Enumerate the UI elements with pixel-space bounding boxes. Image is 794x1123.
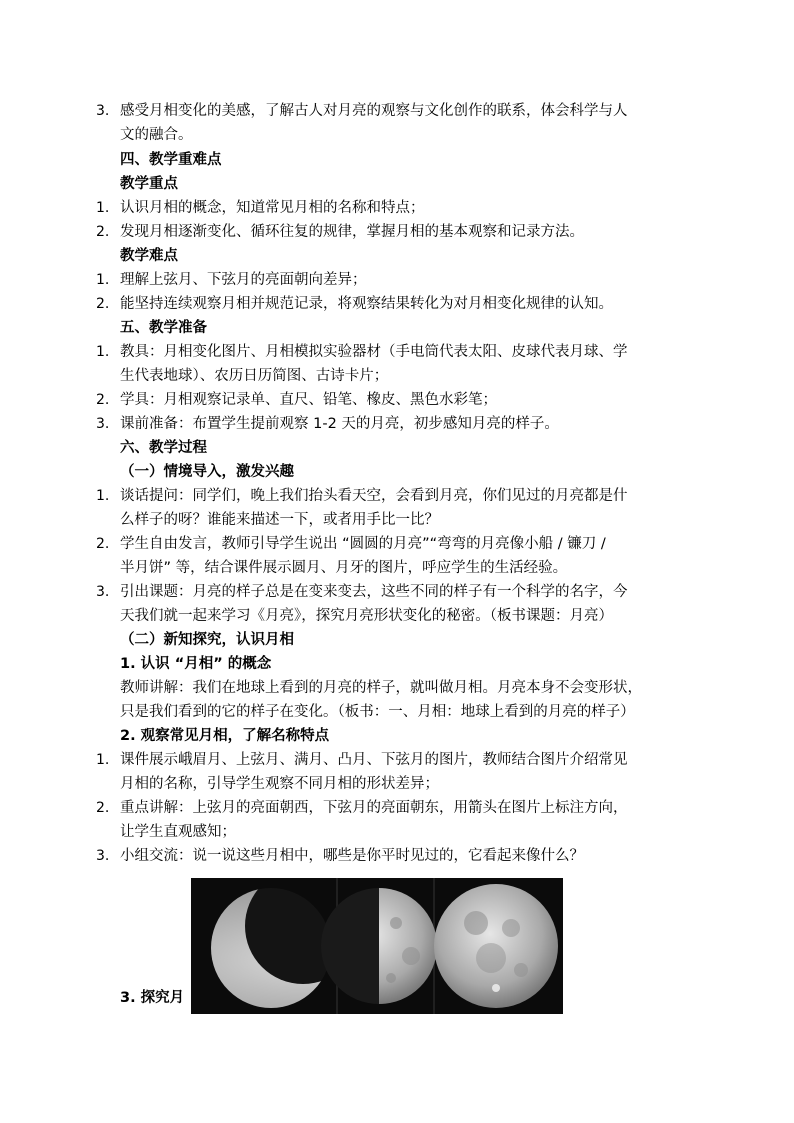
list-item: 理解上弦月、下弦月的亮面朝向差异；	[120, 272, 367, 288]
list-item: 课件展示峨眉月、上弦月、满月、凸月、下弦月的图片，教师结合图片介绍常见	[120, 752, 628, 768]
list-number: 2.	[96, 296, 110, 312]
subheading: （二）新知探究，认识月相	[120, 632, 294, 648]
moon-phases-image	[191, 878, 563, 1014]
list-number: 3.	[96, 584, 110, 600]
list-item: 发现月相逐渐变化、循环往复的规律，掌握月相的基本观察和记录方法。	[120, 224, 584, 240]
list-number: 2.	[96, 800, 110, 816]
paragraph-line: 教师讲解：我们在地球上看到的月亮的样子，就叫做月相。月亮本身不会变形状，	[120, 680, 642, 696]
list-number: 2.	[96, 392, 110, 408]
list-item: 小组交流：说一说这些月相中，哪些是你平时见过的，它看起来像什么？	[120, 848, 584, 864]
section-heading: 五、教学准备	[120, 320, 207, 336]
section-heading: 四、教学重难点	[120, 152, 222, 168]
paragraph-line: 只是我们看到的它的样子在变化。（板书：一、月相：地球上看到的月亮的样子）	[120, 704, 635, 720]
list-number: 2.	[96, 224, 110, 240]
list-item: 学具：月相观察记录单、直尺、铅笔、橡皮、黑色水彩笔；	[120, 392, 497, 408]
list-item: 让学生直观感知；	[120, 824, 236, 840]
list-number: 1.	[96, 752, 110, 768]
subheading: 2. 观察常见月相，了解名称特点	[120, 728, 330, 744]
list-number: 1.	[96, 272, 110, 288]
paragraph-line: 文的融合。	[120, 127, 193, 143]
subheading: 3. 探究月	[120, 990, 185, 1006]
list-item: 课前准备：布置学生提前观察 1-2 天的月亮，初步感知月亮的样子。	[120, 416, 559, 432]
list-item: 么样子的呀？谁能来描述一下，或者用手比一比？	[120, 512, 439, 528]
list-item: 半月饼” 等，结合课件展示圆月、月牙的图片，呼应学生的生活经验。	[120, 560, 568, 576]
list-item: 学生自由发言，教师引导学生说出 “圆圆的月亮”“弯弯的月亮像小船 / 镰刀 /	[120, 536, 606, 552]
list-item: 生代表地球）、农历日历简图、古诗卡片；	[120, 368, 389, 384]
section-heading: 六、教学过程	[120, 440, 207, 456]
list-item: 引出课题：月亮的样子总是在变来变去，这些不同的样子有一个科学的名字，今	[120, 584, 628, 600]
subheading: 教学难点	[120, 248, 178, 264]
list-item: 能坚持连续观察月相并规范记录，将观察结果转化为对月相变化规律的认知。	[120, 296, 613, 312]
subheading: 教学重点	[120, 176, 178, 192]
list-number: 3.	[96, 103, 110, 119]
subheading: 1. 认识 “月相” 的概念	[120, 656, 272, 672]
list-item: 月相的名称，引导学生观察不同月相的形状差异；	[120, 776, 439, 792]
half-moon-icon	[321, 888, 437, 1004]
list-item: 谈话提问：同学们，晚上我们抬头看天空，会看到月亮，你们见过的月亮都是什	[120, 488, 628, 504]
list-number: 1.	[96, 488, 110, 504]
list-item: 天我们就一起来学习《月亮》，探究月亮形状变化的秘密。（板书课题：月亮）	[120, 608, 613, 624]
subheading: （一）情境导入，激发兴趣	[120, 464, 294, 480]
list-number: 2.	[96, 536, 110, 552]
list-item: 认识月相的概念，知道常见月相的名称和特点；	[120, 200, 425, 216]
list-number: 3.	[96, 848, 110, 864]
list-item: 教具：月相变化图片、月相模拟实验器材（手电筒代表太阳、皮球代表月球、学	[120, 344, 628, 360]
moon-phases-illustration	[191, 878, 563, 1014]
list-number: 1.	[96, 200, 110, 216]
list-item: 重点讲解：上弦月的亮面朝西，下弦月的亮面朝东，用箭头在图片上标注方向，	[120, 800, 628, 816]
paragraph-line: 感受月相变化的美感，了解古人对月亮的观察与文化创作的联系，体会科学与人	[120, 103, 628, 119]
list-number: 1.	[96, 344, 110, 360]
full-moon-icon	[434, 884, 558, 1008]
list-number: 3.	[96, 416, 110, 432]
